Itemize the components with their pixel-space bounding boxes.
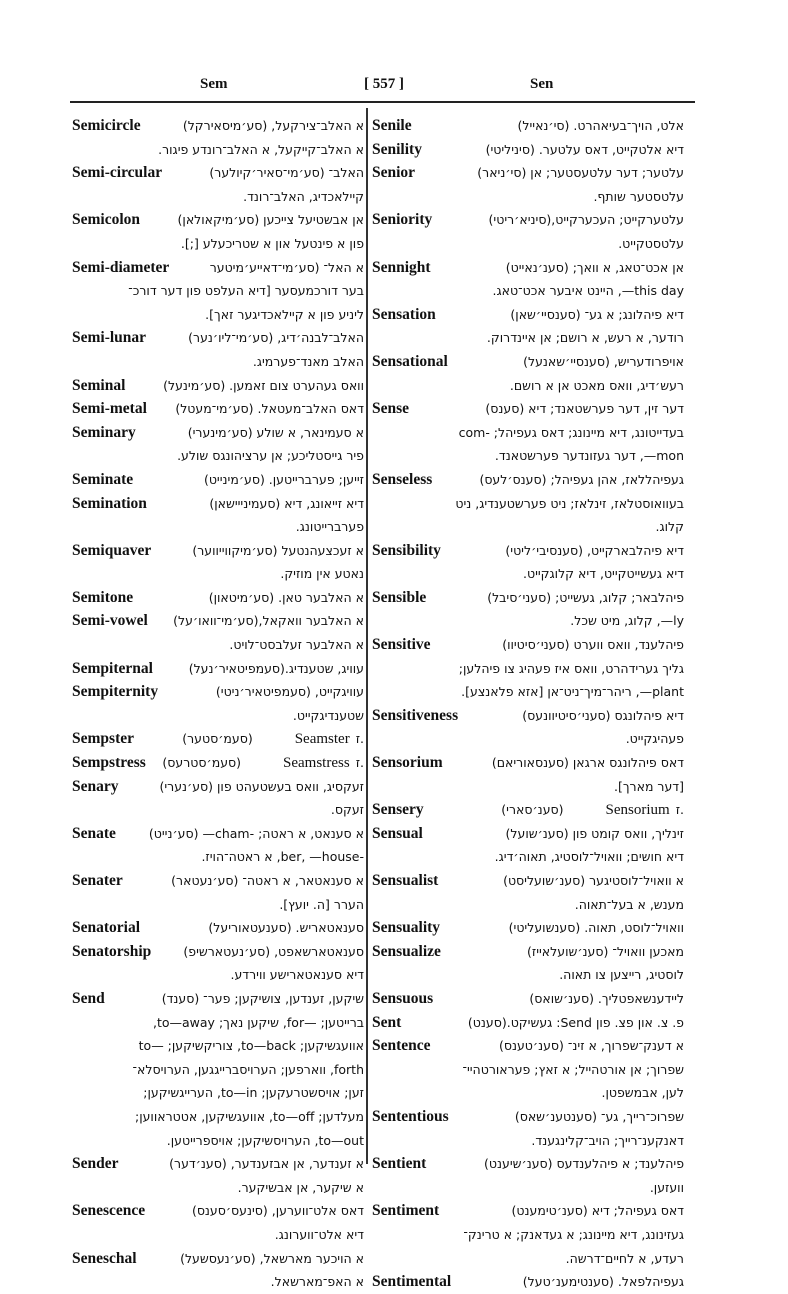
definition-text: דיא אלט־ווערונג. [274,1226,364,1242]
definition-text: to—out, הערויסשיקען; אויספרייטען. [166,1132,364,1148]
headword: Sensuous [372,989,434,1007]
dictionary-entry-line [372,869,684,893]
dictionary-continuation-line [372,232,684,256]
headword: Semi-diameter [72,258,170,276]
definition-text: דיא זייאונג, דיא (סעמינייישאן) [209,495,364,511]
dictionary-continuation-line [72,963,364,987]
headword: Senater [72,872,123,889]
headword: Sense [372,400,410,418]
dictionary-continuation-line [72,1176,364,1200]
dictionary-continuation-line [72,1058,364,1082]
dictionary-entry-line [372,751,684,775]
definition-text: לען, אבמשפטן. [601,1085,684,1101]
definition-text: א שיקער, אן אבשיקער. [237,1179,364,1195]
definition-text: א האפ־מארשאל. [270,1274,364,1290]
definition-text: דיא פיהלונג; א גע־ (סענסיי׳שאן) [510,306,684,322]
definition-text: דיא פיהלונגס (סעני׳סיטיוונעס) [522,707,684,723]
headword: Sensitiveness [372,706,459,724]
dictionary-entry-line [72,421,364,445]
definition-text: וואס געהערט צום זאמען. (סע׳מינעל) [163,377,364,393]
definition-text: ly—, קלוג, מיט שכל. [570,613,684,629]
definition-text: דיא סענאטארישע ווירדע. [230,967,364,983]
dictionary-continuation-line [372,444,684,468]
headword: Senile [372,117,412,134]
headword: Sensery [372,801,424,819]
definition-text: אלט, הויך־בעיאהרט. (סי׳נאייל) [517,118,684,133]
definition-text: האלב־לבנה׳דיג, (סע׳מי־ליו׳נער) [188,330,364,346]
definition-text: דאס געפיהל; דיא (סענ׳טימענט) [511,1203,684,1219]
dictionary-entry-line [72,727,364,751]
headword: Sempstress [72,754,146,772]
dictionary-entry-line [372,987,684,1011]
headword: Senate [72,824,116,842]
pronunciation: (סעמ׳סטער) [182,731,253,747]
dictionary-continuation-line [72,845,364,869]
headword: Semi-lunar [72,329,147,347]
column-divider [366,108,368,1164]
header-guide-word-left: Sem [200,76,228,92]
definition-text: אן אבשטיעל צייכען (סע׳מיקאולאן) [177,212,364,228]
dictionary-entry-line [72,609,364,633]
dictionary-entry-line [372,114,684,138]
dictionary-continuation-line [72,893,364,917]
see-also-marker: ז. [675,802,684,818]
headword: Sentient [372,1155,427,1173]
definition-text: עלטער; דער עלטעסטער; אן (סי׳ניאר) [477,165,684,181]
dictionary-entry-line [72,539,364,563]
definition-text: וועזען. [649,1179,684,1195]
dictionary-entry-line [72,916,364,940]
headword: Sempiternity [72,683,159,701]
headword: Semi-vowel [72,612,148,630]
headword: Sensitive [372,636,431,654]
definition-text: פיהלבאר; קלוג, געשייט; (סעני׳סיבל) [487,589,684,605]
see-also-word: Sensorium [605,802,670,819]
dictionary-continuation-line [372,326,684,350]
headword: Sempiternal [72,659,153,677]
dictionary-entry-line [72,869,364,893]
definition-text: אן אכט־טאג, א וואך; (סענ׳נאייט) [505,259,684,275]
definition-text: דער זין, דער פערשטאנד; דיא (סענס) [485,401,684,417]
dictionary-continuation-line [372,492,684,516]
definition-text: מענש, א בעל־תאוה. [574,896,684,912]
dictionary-entry-line [372,798,684,822]
dictionary-entry-line [72,326,364,350]
dictionary-entry-line [372,1034,684,1058]
headword: Sensation [372,305,436,323]
dictionary-continuation-line [372,185,684,209]
dictionary-entry-line [372,586,684,610]
definition-text: דיא פיהלבארקייט, (סענסיבי׳ליטי) [505,542,684,558]
definition-text: א סענאטאר, א ראטה־ (סע׳נעטאר) [171,873,364,888]
definition-text: א האלבער טאן. (סע׳מיטאון) [208,589,364,605]
headword: Sennight [372,258,431,276]
dictionary-continuation-line [72,1129,364,1153]
definition-text: וואויל־לוסט, תאוה. (סענשועליטי) [508,920,684,936]
definition-text: א דענק־שפרוך, א זינ־ (סענ׳טענס) [498,1038,684,1054]
dictionary-continuation-line [372,680,684,704]
definition-text: פ. צ. און פצ. פון Send: געשיקט.(סענט) [467,1014,684,1030]
left-column [72,114,364,1294]
see-also-marker: ז. [355,731,364,747]
dictionary-entry-line [372,161,684,185]
definition-text: עלטסטקייט. [618,235,684,251]
dictionary-entry-line [372,468,684,492]
headword: Sensualize [372,942,441,960]
definition-text: א האלב־קייקעל, א האלב־רונדע פיגור. [158,141,364,157]
dictionary-continuation-line [372,893,684,917]
definition-text: זינליך, וואס קומט פון (סענ׳שועל) [505,825,684,841]
dictionary-entry-line [72,1247,364,1271]
definition-text: עוויגקייט, (סעמפיטאיר׳ניטי) [215,684,364,700]
dictionary-continuation-line [72,185,364,209]
cross-reference [501,798,684,822]
headword: Senatorial [72,919,141,937]
headword: Send [72,989,105,1007]
definition-text: בעוואוסטלאז, זינלאז; ניט פערשטענדיג, ניט [455,495,684,511]
dictionary-continuation-line [72,1270,364,1294]
definition-text: רודער, א רעש, א רושם; אן איינדרוק. [486,330,684,346]
dictionary-continuation-line [372,727,684,751]
definition-text: בער דורכמעסער [דיא העלפט פון דער דורכ־ [128,283,364,299]
dictionary-entry-line [372,1270,684,1294]
definition-text: א האל־ (סע׳מי־דאייע׳מיטער [209,259,364,275]
definition-text: קלוג. [655,519,684,535]
definition-text: שיקען, זענדען, צושיקען; פער־ (סענד) [161,990,364,1006]
dictionary-entry-line [372,940,684,964]
dictionary-continuation-line [372,657,684,681]
definition-text: געזינונג, דיא מיינונג; א געדאנק; א טרינק־ [463,1226,684,1242]
definition-text: א הויכער מארשאל, (סע׳נעסשעל) [180,1250,364,1266]
headword: Sensibility [372,541,441,559]
headword: Sensual [372,824,423,842]
headword: Senior [372,164,416,182]
see-also-marker: ז. [355,755,364,771]
dictionary-continuation-line [72,633,364,657]
definition-text: אויפרודעריש, (סענסיי׳שאנעל) [523,353,684,369]
dictionary-entry-line [72,940,364,964]
dictionary-continuation-line [72,1081,364,1105]
cross-reference [162,751,364,775]
headword: Senary [72,777,119,795]
dictionary-continuation-line [372,374,684,398]
definition-text: געפיהללאז, אהן געפיהל; (סענס׳לעס) [479,471,684,487]
definition-text: הערר [ה. יועץ]. [279,896,364,912]
definition-text: שפרוכ־רייך, גע־ (סענטענ׳שאס) [514,1108,684,1124]
headword: Senseless [372,470,433,488]
dictionary-continuation-line [72,350,364,374]
definition-text: האלב מאנד־פערמיג. [252,353,364,369]
headword: Semi-circular [72,164,163,182]
headword: Seneschal [72,1249,137,1267]
definition-text: עוויג, שטענדיג.(סעמפיטאיר׳נעל) [188,660,364,676]
headword: Senility [372,140,422,158]
header-guide-word-right: Sen [530,76,554,92]
headword: Semicircle [72,117,141,134]
definition-text: קיילאכדיג, האלב־רונד. [243,188,364,204]
definition-text: עלטערקייט; העכערקייט,(סיניא׳ריטי) [488,212,684,228]
definition-text: ליידענשאפטליך. (סענ׳שואס) [529,990,684,1006]
dictionary-continuation-line [372,1081,684,1105]
headword: Sensuality [372,919,441,937]
definition-text: -ber, —house, א ראטה־הויז. [201,849,364,865]
right-column [372,114,684,1294]
definition-text: mon—, דער געזונדער פערשטאנד. [494,448,684,464]
dictionary-entry-line [72,987,364,1011]
dictionary-entry-line [372,256,684,280]
definition-text: זעקסיג, וואס בעשטעהט פון (סע׳נערי) [159,778,364,794]
definition-text: א זענדער, אן אבזענדער, (סענ׳דער) [169,1156,364,1172]
dictionary-continuation-line [72,1105,364,1129]
pronunciation: (סעמ׳סטרעס) [162,755,242,771]
definition-text: א האלב־צירקעל, (סע׳מיסאירקל) [182,118,364,133]
definition-text: א סעמינאר, א שולע (סע׳מינערי) [187,424,364,440]
headword: Seminal [72,376,126,394]
definition-text: האלב־ (סע׳מי־סאיר׳קיולער) [209,165,364,181]
dictionary-entry-line [372,397,684,421]
definition-text: א וואויל־לוסטיגער (סענ׳שועליסט) [503,873,684,888]
headword: Sentiment [372,1202,440,1220]
dictionary-entry-line [372,138,684,162]
dictionary-entry-line [72,1152,364,1176]
dictionary-continuation-line [372,279,684,303]
dictionary-continuation-line [372,1129,684,1153]
dictionary-entry-line [372,208,684,232]
definition-text: זייען; פערברייטען. (סע׳מינייט) [203,471,364,487]
pronunciation: (סענ׳סארי) [501,802,564,818]
dictionary-entry-line [72,1199,364,1223]
dictionary-entry-line [372,303,684,327]
dictionary-continuation-line [72,232,364,256]
definition-text: פעהיגקייט. [625,731,684,747]
definition-text: זען; אויסשטרעקען; to—in, הערייגשיקען; [143,1085,364,1101]
definition-text: רעדע, א לחיים־דרשה. [565,1250,684,1266]
dictionary-entry-line [372,539,684,563]
dictionary-entry-line [72,256,364,280]
dictionary-entry-line [72,492,364,516]
definition-text: forth, ווארפען; הערויסברייגגען, הערויסלא־ [132,1061,364,1077]
definition-text: גליך גערידהרט, וואס איז פעהיג צו פיהלען; [458,660,684,676]
dictionary-entry-line [72,397,364,421]
definition-text: געפיהלפאל. (סענטימענ׳טעל) [522,1274,684,1290]
definition-text: א האלבער זעלבסט־לויט. [229,637,364,653]
definition-text: עלטסטער שותף. [593,188,684,204]
dictionary-entry-line [72,586,364,610]
definition-text: פיהלענד, וואס ווערט (סעני׳סיטיוו) [502,637,684,653]
dictionary-entry-line [72,751,364,775]
dictionary-continuation-line [72,515,364,539]
dictionary-entry-line [372,822,684,846]
definition-text: ליניע פון א קיילאכדיגער זאך]. [205,306,364,322]
dictionary-continuation-line [72,138,364,162]
dictionary-continuation-line [72,1034,364,1058]
header-rule [70,101,695,103]
dictionary-continuation-line [372,562,684,586]
definition-text: אוועגשיקען; to—back, צוריקשיקען; —to [138,1038,364,1054]
definition-text: לוסטיג, רייצען צו תאוה. [559,967,684,983]
dictionary-continuation-line [372,1058,684,1082]
definition-text: פערברייטונג. [295,519,364,535]
headword: Sensible [372,588,427,606]
dictionary-entry-line [72,161,364,185]
definition-text: פיהלענד; א פיהלענדעס (סענ׳שיענט) [484,1156,684,1172]
headword: Sensorium [372,754,443,772]
headword: Sententious [372,1107,449,1125]
dictionary-entry-line [372,350,684,374]
definition-text: מאכען וואויל־ (סענ׳שועלאייז) [527,943,684,959]
definition-text: דאנקענ־רייך; הויב־קלינגענד. [531,1132,684,1148]
headword: Sentence [372,1037,431,1055]
dictionary-entry-line [72,775,364,799]
definition-text: plant—, ריהר־מיך־ניט־אן [אזא פלאנצע]. [461,684,684,700]
definition-text: שפרוך; אן אורטהייל; א זאץ; פעראורטהיי־ [462,1061,684,1077]
dictionary-continuation-line [372,963,684,987]
definition-text: ברייטען; —for, שיקען נאך; to—away, [152,1014,364,1030]
headword: Seniority [372,211,433,229]
dictionary-entry-line [72,208,364,232]
dictionary-entry-line [72,822,364,846]
definition-text: רעש׳דיג, וואס מאכט אן א רושם. [509,377,684,393]
headword: Semiquaver [72,541,152,559]
page-number: [ 557 ] [364,76,404,92]
dictionary-entry-line [72,657,364,681]
headword: Semitone [72,588,134,606]
definition-text: דאס פיהלונגס ארגאן (סענסאוריאם) [491,755,684,771]
headword: Sentimental [372,1273,452,1291]
dictionary-continuation-line [72,562,364,586]
headword: Seminary [72,423,136,441]
dictionary-continuation-line [372,1247,684,1271]
dictionary-continuation-line [372,845,684,869]
dictionary-continuation-line [372,421,684,445]
definition-text: דאס אלט־ווערען, (סינעס׳סענס) [191,1203,364,1219]
dictionary-entry-line [372,1105,684,1129]
definition-text: סענאטארשאפט, (סע׳נעטארשיפ) [183,943,364,959]
dictionary-entry-line [372,704,684,728]
dictionary-continuation-line [372,609,684,633]
definition-text: א האלבער וואקאל,(סע׳מי־וואו׳על) [173,613,364,629]
dictionary-continuation-line [72,704,364,728]
definition-text: שטענדיגקייט. [292,707,364,723]
definition-text: בעדייטונג, דיא מיינונג; דאס געפיהל; -com [458,424,684,440]
see-also-word: Seamster [294,731,350,748]
dictionary-continuation-line [72,444,364,468]
definition-text: דיא געשייטקייט, דיא קלוגקייט. [522,566,684,582]
dictionary-entry-line [372,633,684,657]
headword: Sender [72,1155,119,1173]
dictionary-entry-line [72,374,364,398]
dictionary-continuation-line [72,798,364,822]
definition-text: מעלדען; to—off, אוועגשיקען, אטטראווען; [134,1108,364,1124]
dictionary-continuation-line [372,775,684,799]
dictionary-entry-line [372,916,684,940]
headword: Sent [372,1013,402,1031]
cross-reference [182,727,364,751]
definition-text: דיא חושים; וואויל־לוסטיג, תאוה׳דיג. [494,849,684,865]
dictionary-continuation-line [72,279,364,303]
running-header [70,72,700,100]
headword: Semination [72,494,147,512]
definition-text: פון א פינטעל און א שטריכעלע [;]. [180,235,364,251]
headword: Senescence [72,1202,146,1220]
dictionary-entry-line [72,114,364,138]
headword: Seminate [72,470,134,488]
headword: Semicolon [72,211,141,229]
definition-text: פיר גייסטליכע; אן ערציהונגס שולע. [177,448,364,464]
definition-text: נאטע אין מוזיק. [280,566,364,582]
definition-text: דאס האלב־מעטאל. (סע׳מי־מעטל) [175,401,364,417]
headword: Sensualist [372,872,439,889]
dictionary-entry-line [372,1199,684,1223]
dictionary-entry-line [372,1011,684,1035]
definition-text: [דער מארך]. [613,778,684,794]
headword: Sempster [72,730,134,748]
dictionary-continuation-line [72,1223,364,1247]
dictionary-continuation-line [372,1176,684,1200]
headword: Sensational [372,352,448,370]
definition-text: דיא אלטקייט, דאס עלטער. (סיניליטי) [485,141,684,157]
dictionary-continuation-line [372,1223,684,1247]
definition-text: this day—, היינט איבער אכט־טאג. [492,283,684,299]
headword: Senatorship [72,942,152,960]
dictionary-entry-line [72,680,364,704]
definition-text: זעקס. [330,802,364,818]
definition-text: א זעכצעהנטעל (סע׳מיקווייווער) [192,542,364,558]
definition-text: סענאטאריש. (סענעטאוריעל) [208,920,364,936]
headword: Semi-metal [72,400,147,418]
see-also-word: Seamstress [283,755,350,772]
dictionary-entry-line [372,1152,684,1176]
dictionary-continuation-line [72,303,364,327]
dictionary-continuation-line [372,515,684,539]
dictionary-entry-line [72,468,364,492]
dictionary-continuation-line [72,1011,364,1035]
definition-text: א סענאט, א ראטה; -cham— (סע׳נייט) [148,825,364,841]
